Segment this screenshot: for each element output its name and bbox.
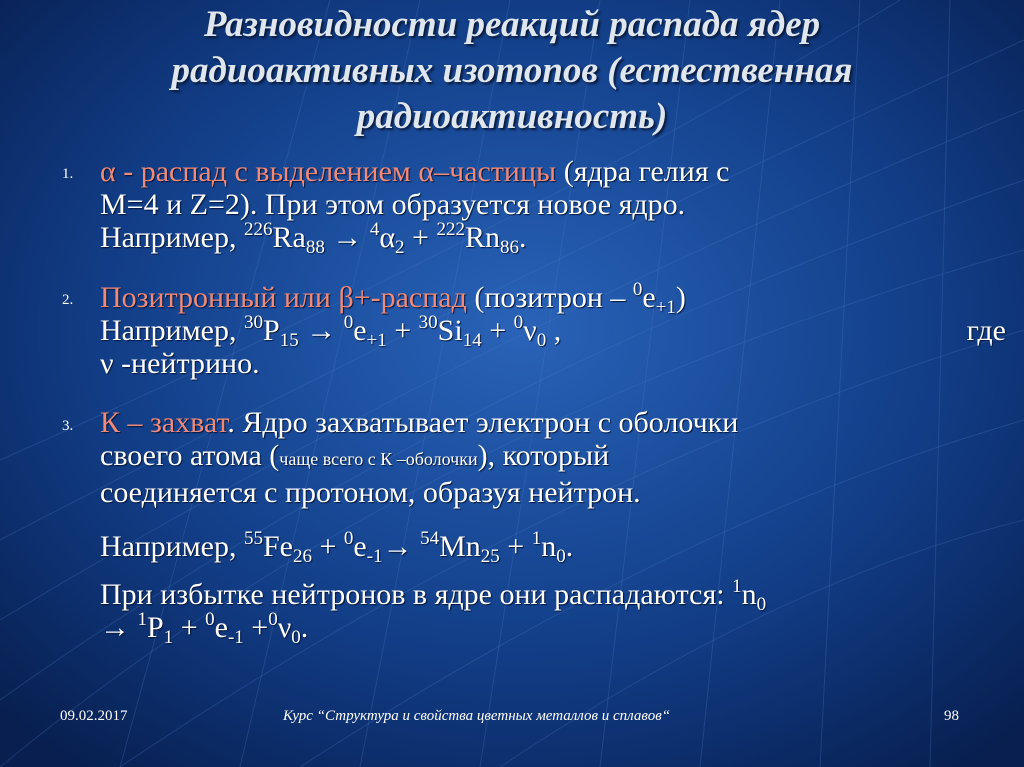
item-3-excess: При избытке нейтронов в ядре они распадаются: $^1n_0$ → $^1P_1 + ^0e_{-1} +^0\nu_0$. bbox=[100, 576, 767, 648]
footer-course: Курс “Структура и свойства цветных металлов и сплавов“ bbox=[283, 708, 671, 724]
item-2-number: 2. bbox=[62, 292, 74, 308]
item-3: К – захват. Ядро захватывает электрон с оболочки своего атома (чаще всего с К –оболочки), который соединяется с протоном, образуя нейтрон. bbox=[100, 406, 739, 509]
item-1-number: 1. bbox=[62, 166, 74, 182]
item-3-small-note: чаще всего с К –оболочки bbox=[279, 449, 478, 469]
title-line-1: Разновидности реакций распада ядер bbox=[203, 4, 821, 45]
item-2-where: где bbox=[966, 314, 1006, 347]
title-line-3: радиоактивность) bbox=[356, 96, 668, 137]
item-1-equation: Например, $^{226}Ra_{88} \to ^4\alpha_2 + ^{222}Rn_{86}$. bbox=[100, 219, 527, 258]
title-line-2: радиоактивных изотопов (естественная bbox=[171, 50, 853, 91]
slide-title bbox=[40, 2, 984, 140]
item-1 bbox=[100, 155, 730, 258]
item-1-line-2: M=4 и Z=2). При этом образуется новое ядро. bbox=[100, 188, 686, 221]
item-2-equation: Например, $^{30}P_{15} \to ^0e_{+1} + ^{30}Si_{14} + ^0\nu_0$ , где bbox=[100, 312, 1006, 351]
item-1-text: (ядра гелия с bbox=[556, 155, 730, 188]
item-3-number: 3. bbox=[62, 418, 74, 434]
footer-date: 09.02.2017 bbox=[60, 708, 128, 724]
footer-page-number: 98 bbox=[944, 708, 959, 724]
item-2-highlight: Позитронный или β+-распад bbox=[100, 281, 467, 314]
item-1-highlight: α - распад с выделением α–частицы bbox=[100, 155, 557, 188]
item-2: Позитронный или β+-распад (позитрон – $^0e_{+1}$) Например, $^{30}P_{15} \to ^0e_{+1} + ^{30}Si_{14} + ^0\nu_0$ , где ν -нейтрино. bbox=[100, 279, 1006, 380]
item-3-equation: Например, $^{55}Fe_{26} + ^0e_{-1}\to ^{54}Mn_{25} + ^1n_0$. bbox=[100, 528, 574, 567]
item-3-line-3: соединяется с протоном, образуя нейтрон. bbox=[100, 476, 641, 509]
item-3-highlight: К – захват bbox=[100, 406, 228, 439]
item-2-line-3: ν -нейтрино. bbox=[100, 347, 260, 380]
